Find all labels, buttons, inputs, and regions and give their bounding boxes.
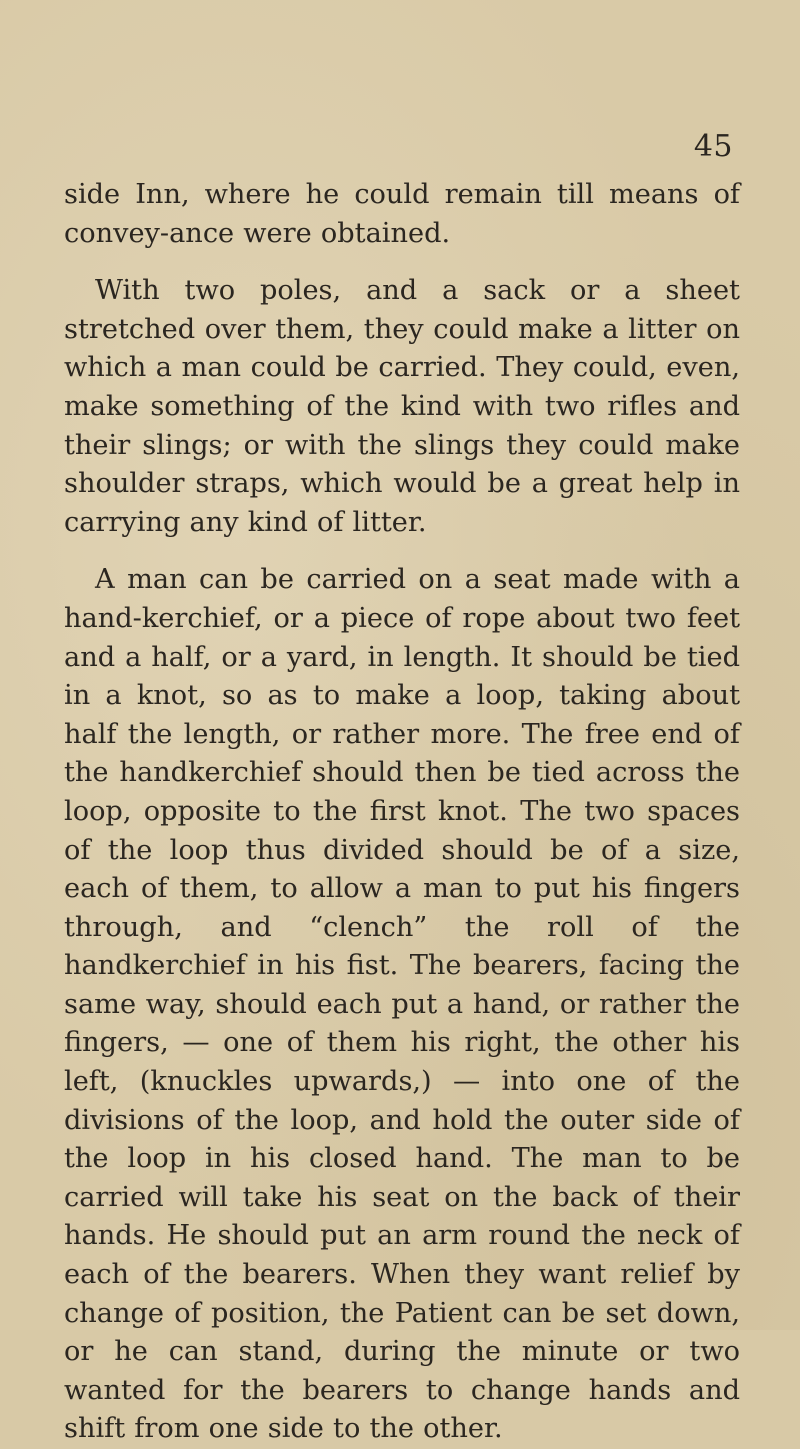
- paragraph-continued: side Inn, where he could remain till means of convey-ance were obtained.: [64, 179, 740, 249]
- paragraph-litter: With two poles, and a sack or a sheet stretched over them, they could make a litter on which a man could be carried. They could, even, make something of the kind with two rifles and their slings; or with the slings they could make shoulder straps, which would be a great help in carrying any kind of litter.: [64, 275, 740, 538]
- body-text: [64, 176, 740, 1449]
- page-number: 45: [693, 129, 733, 164]
- paragraph-handkerchief-seat: A man can be carried on a seat made with a hand-kerchief, or a piece of rope about two feet and a half, or a yard, in length. It should be tied in a knot, so as to make a loop, taking about half the length, or rather more. The free end of the handkerchief should then be tied across the loop, opposite to the first knot. The two spaces of the loop thus divided should be of a size, each of them, to allow a man to put his fingers through, and “clench” the roll of the handkerchief in his fist. The bearers, facing the same way, should each put a hand, or rather the fingers, — one of them his right, the other his left, (knuckles upwards,) — into one of the divisions of the loop, and hold the outer side of the loop in his closed hand. The man to be carried will take his seat on the back of their hands. He should put an arm round the neck of each of the bearers. When they want relief by change of position, the Patient can be set down, or he can stand, during the minute or two wanted for the bearers to change hands and shift from one side to the other.: [64, 564, 740, 1445]
